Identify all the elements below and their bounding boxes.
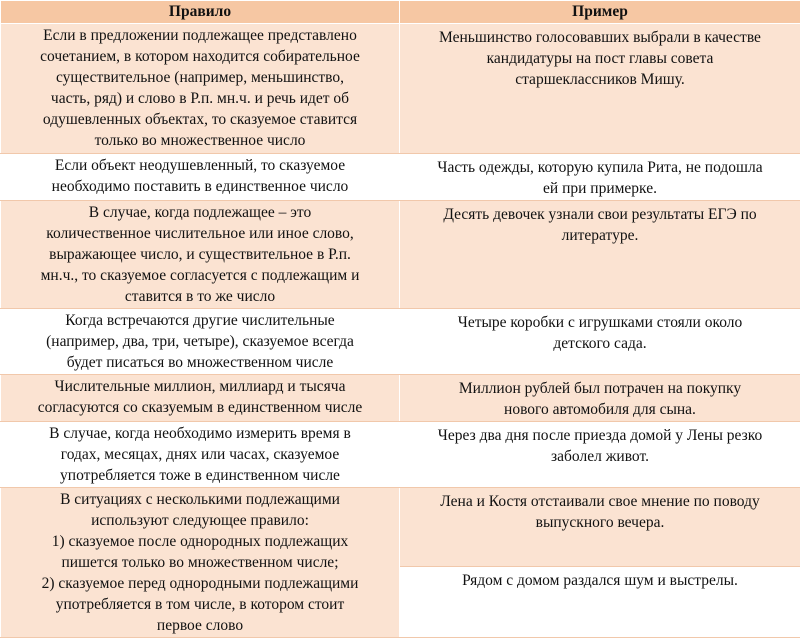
header-example: Пример [400, 1, 800, 24]
rule-cell: Если объект неодушевленный, то сказуемое необходимо поставить в единственное число [1, 154, 400, 201]
table-row [1, 24, 800, 154]
rule-cell: В случае, когда необходимо измерить время в годах, месяцах, днях или часах, сказуемое употребляется тоже в единственном числе [1, 422, 400, 488]
example-cell: Четыре коробки с игрушками стояли около детского сада. [400, 309, 800, 375]
rule-cell: Числительные миллион, миллиард и тысяча согласуются со сказуемым в единственном числе [1, 375, 400, 422]
example-cell: Десять девочек узнали свои результаты ЕГЭ по литературе. [400, 201, 800, 309]
table-header-row [1, 1, 800, 24]
table-row [1, 154, 800, 201]
table-row [1, 201, 800, 309]
table-row [1, 375, 800, 422]
example-cell: Миллион рублей был потрачен на покупку нового автомобиля для сына. [400, 375, 800, 422]
example-cell: Лена и Костя отстаивали свое мнение по поводу выпускного вечера. [400, 488, 800, 567]
table-row [1, 309, 800, 375]
table-row [1, 488, 800, 567]
header-rule: Правило [1, 1, 400, 24]
rule-cell: В ситуациях с несколькими подлежащими используют следующее правило: 1) сказуемое после однородных подлежащих пишется только во множественном числе; 2) сказуемое перед однородными подлежащими употребляется в том числе, в котором стоит первое слово [1, 488, 400, 638]
example-cell: Меньшинство голосовавших выбрали в качестве кандидатуры на пост главы совета старшеклассников Мишу. [400, 24, 800, 154]
rule-cell: В случае, когда подлежащее – это количественное числительное или иное слово, выражающее число, и существительное в Р.п. мн.ч., то сказуемое согласуется с подлежащим и ставится в то же число [1, 201, 400, 309]
table-row [1, 422, 800, 488]
rule-cell: Когда встречаются другие числительные (например, два, три, четыре), сказуемое всегда будет писаться во множественном числе [1, 309, 400, 375]
rule-cell: Если в предложении подлежащее представлено сочетанием, в котором находится собирательное существительное (например, меньшинство, часть, ряд) и слово в Р.п. мн.ч. и речь идет об одушевленных объектах, то сказуемое ставится только во множественное число [1, 24, 400, 154]
example-cell: Часть одежды, которую купила Рита, не подошла ей при примерке. [400, 154, 800, 201]
example-cell: Рядом с домом раздался шум и выстрелы. [400, 567, 800, 638]
example-cell: Через два дня после приезда домой у Лены резко заболел живот. [400, 422, 800, 488]
